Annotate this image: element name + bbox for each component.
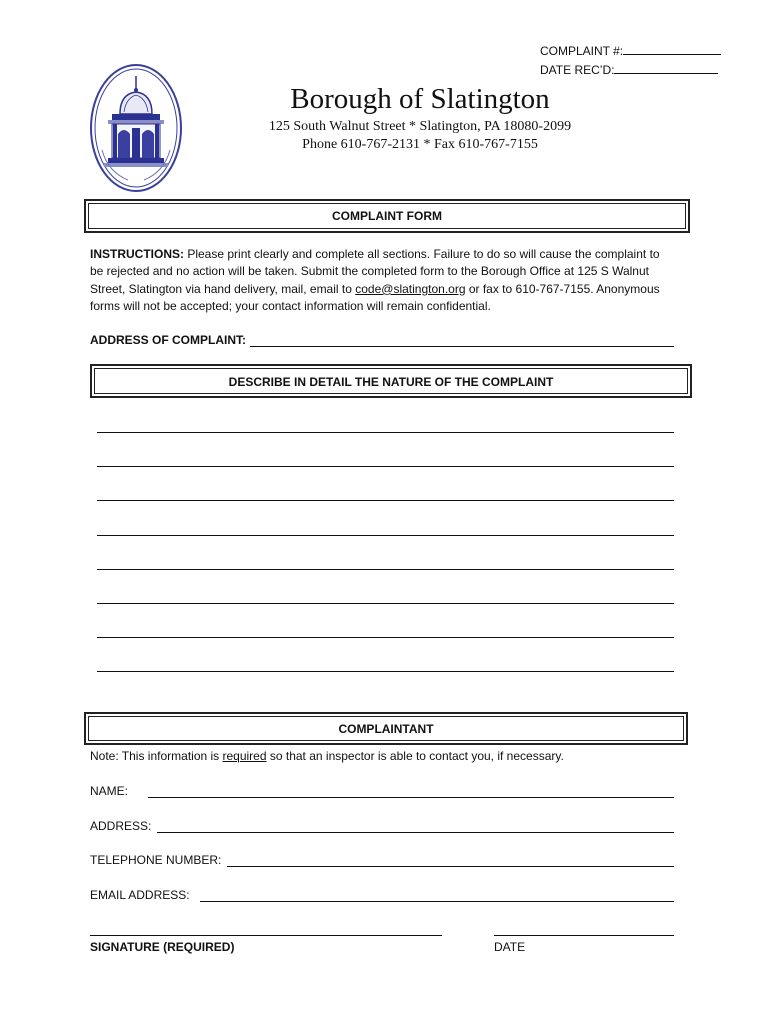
describe-line[interactable] [97, 637, 674, 638]
note-text-end: so that an inspector is able to contact you, if necessary. [266, 749, 564, 763]
address-line[interactable] [157, 821, 674, 833]
address-of-complaint-line[interactable] [250, 335, 674, 347]
address-of-complaint-label: ADDRESS OF COMPLAINT: [90, 333, 246, 347]
address-field[interactable] [90, 819, 674, 833]
date-received-line [614, 62, 718, 74]
borough-phone: Phone 610-767-2131 * Fax 610-767-7155 [302, 137, 538, 152]
name-line[interactable] [148, 786, 674, 798]
describe-heading: DESCRIBE IN DETAIL THE NATURE OF THE COMPLAINT [228, 375, 554, 389]
name-label: NAME: [90, 784, 129, 798]
note-required: required [222, 749, 267, 763]
complaint-number-field [540, 43, 721, 58]
complaint-number-line [623, 43, 721, 55]
email-label: EMAIL ADDRESS: [90, 888, 190, 902]
describe-line[interactable] [97, 432, 674, 433]
address-of-complaint-field[interactable] [90, 333, 674, 347]
borough-address: 125 South Walnut Street * Slatington, PA 18080-2099 [268, 119, 572, 134]
signature-line[interactable] [90, 935, 442, 936]
gazebo-seal-icon [88, 62, 184, 194]
date-received-label: DATE REC’D: [540, 63, 615, 77]
date-received-field [540, 62, 718, 77]
date-label: DATE [494, 940, 526, 954]
describe-line[interactable] [97, 535, 674, 536]
name-field[interactable] [90, 784, 674, 798]
telephone-label: TELEPHONE NUMBER: [90, 853, 222, 867]
email-field[interactable] [90, 888, 674, 902]
complainant-heading-box [84, 712, 688, 745]
telephone-field[interactable] [90, 853, 674, 867]
describe-heading-box [90, 364, 692, 398]
instructions-heading: INSTRUCTIONS: [90, 247, 184, 261]
describe-line[interactable] [97, 671, 674, 672]
email-line[interactable] [200, 890, 674, 902]
borough-seal-logo [88, 62, 184, 194]
describe-line[interactable] [97, 500, 674, 501]
telephone-line[interactable] [227, 855, 674, 867]
note-text: Note: This information is [90, 749, 223, 763]
describe-line[interactable] [97, 466, 674, 467]
complainant-note [90, 749, 564, 763]
complaint-form-heading: COMPLAINT FORM [332, 209, 442, 223]
borough-title: Borough of Slatington [290, 83, 550, 115]
address-label: ADDRESS: [90, 819, 152, 833]
complaint-number-label: COMPLAINT #: [540, 44, 624, 58]
instructions-text-end: or fax to 610-767-7155. Anonymous forms will not be accepted; your contact information will remain confidential. [90, 281, 660, 314]
instructions-paragraph [90, 246, 676, 316]
complainant-heading: COMPLAINTANT [338, 722, 434, 736]
complaint-form-heading-box [84, 199, 690, 233]
describe-line[interactable] [97, 569, 674, 570]
email-link[interactable]: code@slatington.org [355, 281, 466, 296]
describe-line[interactable] [97, 603, 674, 604]
instructions-text: Please print clearly and complete all sections. Failure to do so will cause the complaint to be rejected and no action will be taken. Submit the completed form to the Borough Office at 125 S Walnut Street, Slatington via hand delivery, mail, email to [90, 247, 660, 296]
date-line[interactable] [494, 935, 674, 936]
signature-label: SIGNATURE (REQUIRED) [90, 940, 235, 954]
